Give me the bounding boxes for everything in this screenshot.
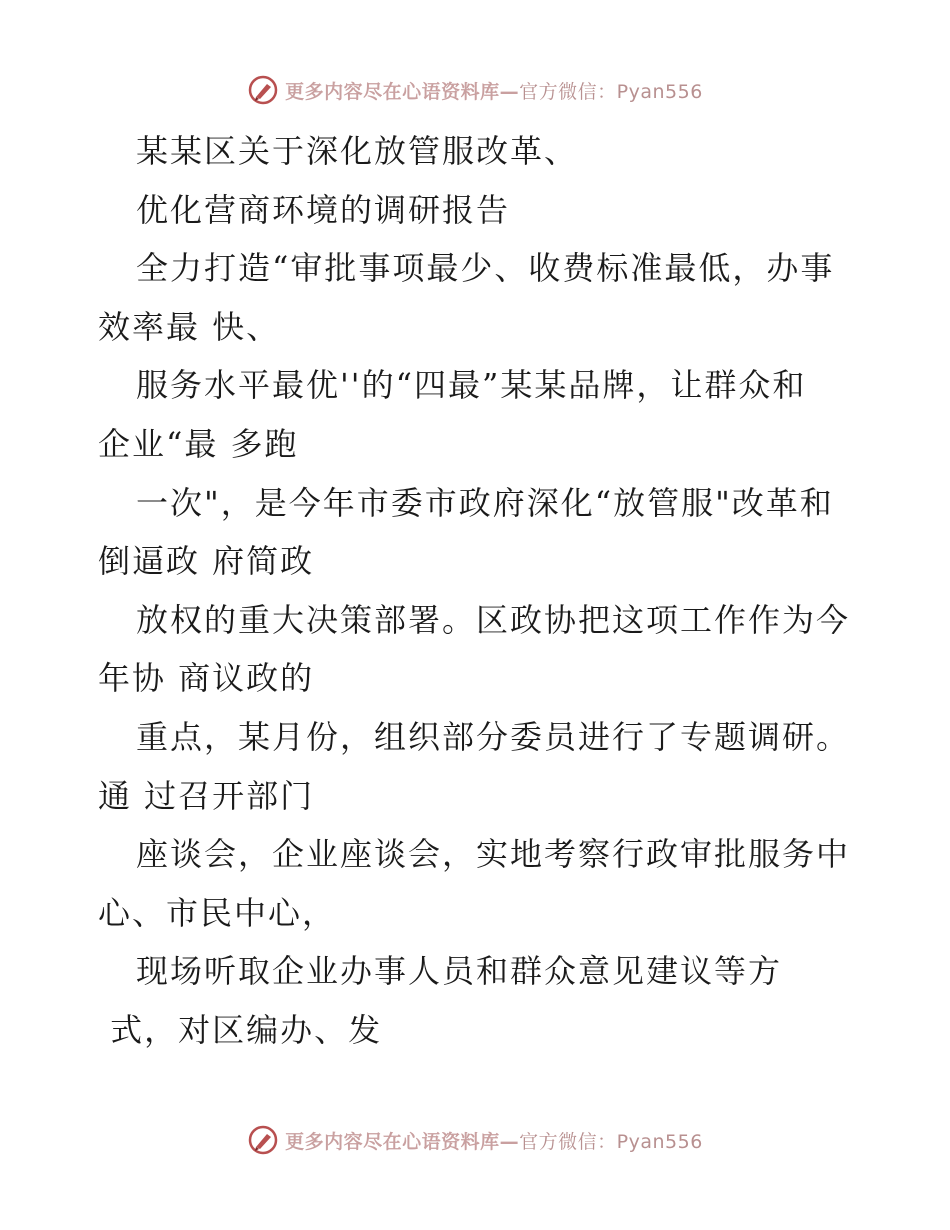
text-line: 企业“最 多跑 <box>98 424 299 463</box>
text-line: 重点，某月份，组织部分委员进行了专题调研。 <box>136 717 851 756</box>
text-line: 座谈会，企业座谈会，实地考察行政审批服务中 <box>136 835 851 874</box>
text-line: 通 过召开部门 <box>98 776 315 815</box>
pen-logo-icon <box>247 74 279 106</box>
text-line: 现场听取企业办事人员和群众意见建议等方 <box>136 952 783 991</box>
text-line: 式，对区编办、发 <box>98 1010 383 1049</box>
text-line: 一次"，是今年市委市政府深化“放管服"改革和 <box>136 483 834 522</box>
text-line: 服务水平最优''的“四最”某某品牌，让群众和 <box>136 366 807 405</box>
text-line: 心、市民中心， <box>98 893 337 932</box>
text-line: 放权的重大决策部署。区政协把这项工作作为今 <box>136 600 851 639</box>
header-watermark <box>0 70 950 110</box>
text-line: 某某区关于深化放管服改革、 <box>136 132 579 170</box>
watermark-text: 更多内容尽在心语资料库—官方微信：Pyan556 <box>285 1130 703 1153</box>
watermark-text: 更多内容尽在心语资料库—官方微信：Pyan556 <box>285 80 703 103</box>
text-line: 效率最 快、 <box>98 307 281 346</box>
text-line: 优化营商环境的调研报告 <box>136 190 511 229</box>
pen-logo-icon <box>247 1124 279 1156</box>
text-line: 倒逼政 府简政 <box>98 542 315 581</box>
document-body <box>98 122 858 1060</box>
text-line: 全力打造“审批事项最少、收费标准最低，办事 <box>136 249 835 288</box>
footer-watermark <box>0 1120 950 1160</box>
text-line: 年协 商议政的 <box>98 659 315 698</box>
